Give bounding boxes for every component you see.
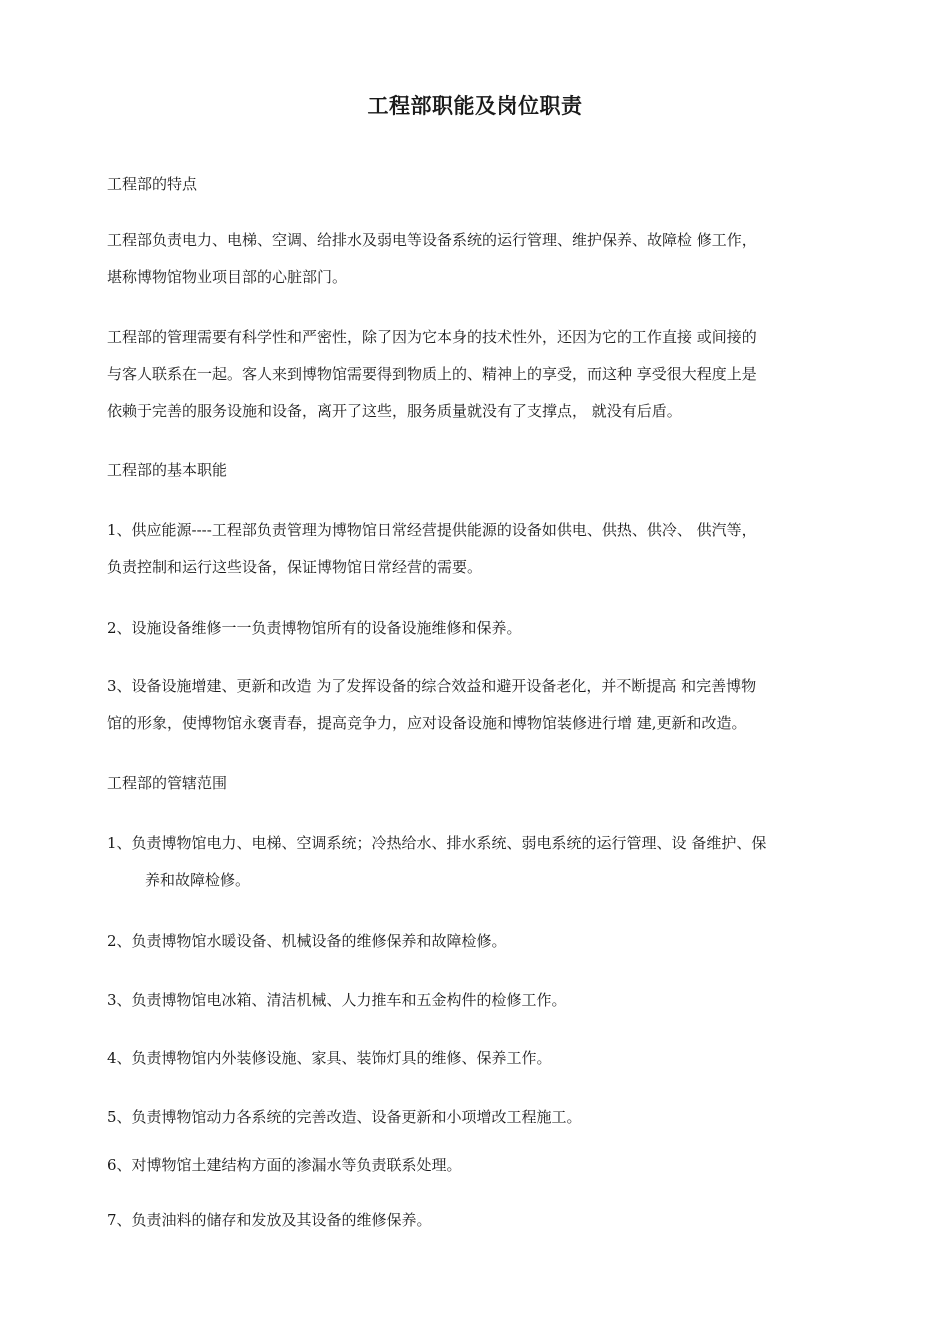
list-item-scope-6: 6、对博物馆土建结构方面的渗漏水等负责联系处理。 bbox=[107, 1156, 462, 1174]
list-item-scope-3: 3、负责博物馆电冰箱、清洁机械、人力推车和五金构件的检修工作。 bbox=[107, 991, 567, 1009]
section-heading-scope: 工程部的管辖范围 bbox=[107, 774, 228, 792]
section-heading-features: 工程部的特点 bbox=[107, 175, 198, 193]
list-item-scope-7: 7、负责油料的储存和发放及其设备的维修保养。 bbox=[107, 1211, 432, 1229]
list-item-scope-1: 1、负责博物馆电力、电梯、空调系统；冷热给水、排水系统、弱电系统的运行管理、设 备维护、保 养和故障检修。 bbox=[107, 834, 767, 889]
list-item-scope-5: 5、负责博物馆动力各系统的完善改造、设备更新和小项增改工程施工。 bbox=[107, 1108, 582, 1126]
list-item-function-2: 2、设施设备维修一一负责博物馆所有的设备设施维修和保养。 bbox=[107, 619, 522, 637]
paragraph-features-1: 工程部负责电力、电梯、空调、给排水及弱电等设备系统的运行管理、维护保养、故障检 修工作， 堪称博物馆物业项目部的心脏部门。 bbox=[107, 231, 757, 286]
list-item-function-3: 3、设备设施增建、更新和改造 为了发挥设备的综合效益和避开设备老化，并不断提高 和完善博物 馆的形象，使博物馆永褒青春，提高竞争力，应对设备设施和博物馆装修进行增 建,更新和改造。 bbox=[107, 677, 757, 732]
section-heading-functions: 工程部的基本职能 bbox=[107, 461, 228, 479]
list-item-scope-4: 4、负责博物馆内外装修设施、家具、装饰灯具的维修、保养工作。 bbox=[107, 1049, 552, 1067]
paragraph-features-2: 工程部的管理需要有科学性和严密性，除了因为它本身的技术性外，还因为它的工作直接 或间接的 与客人联系在一起。客人来到博物馆需要得到物质上的、精神上的享受，而这种 享受很大程度上是 依赖于完善的服务设施和设备，离开了这些，服务质量就没有了支撑点， 就没有后盾。 bbox=[107, 328, 757, 420]
document-title: 工程部职能及岗位职责 bbox=[367, 94, 583, 118]
list-item-function-1: 1、供应能源----工程部负责管理为博物馆日常经营提供能源的设备如供电、供热、供冷、 供汽等， 负责控制和运行这些设备，保证博物馆日常经营的需要。 bbox=[107, 521, 757, 576]
list-item-scope-2: 2、负责博物馆水暖设备、机械设备的维修保养和故障检修。 bbox=[107, 932, 507, 950]
